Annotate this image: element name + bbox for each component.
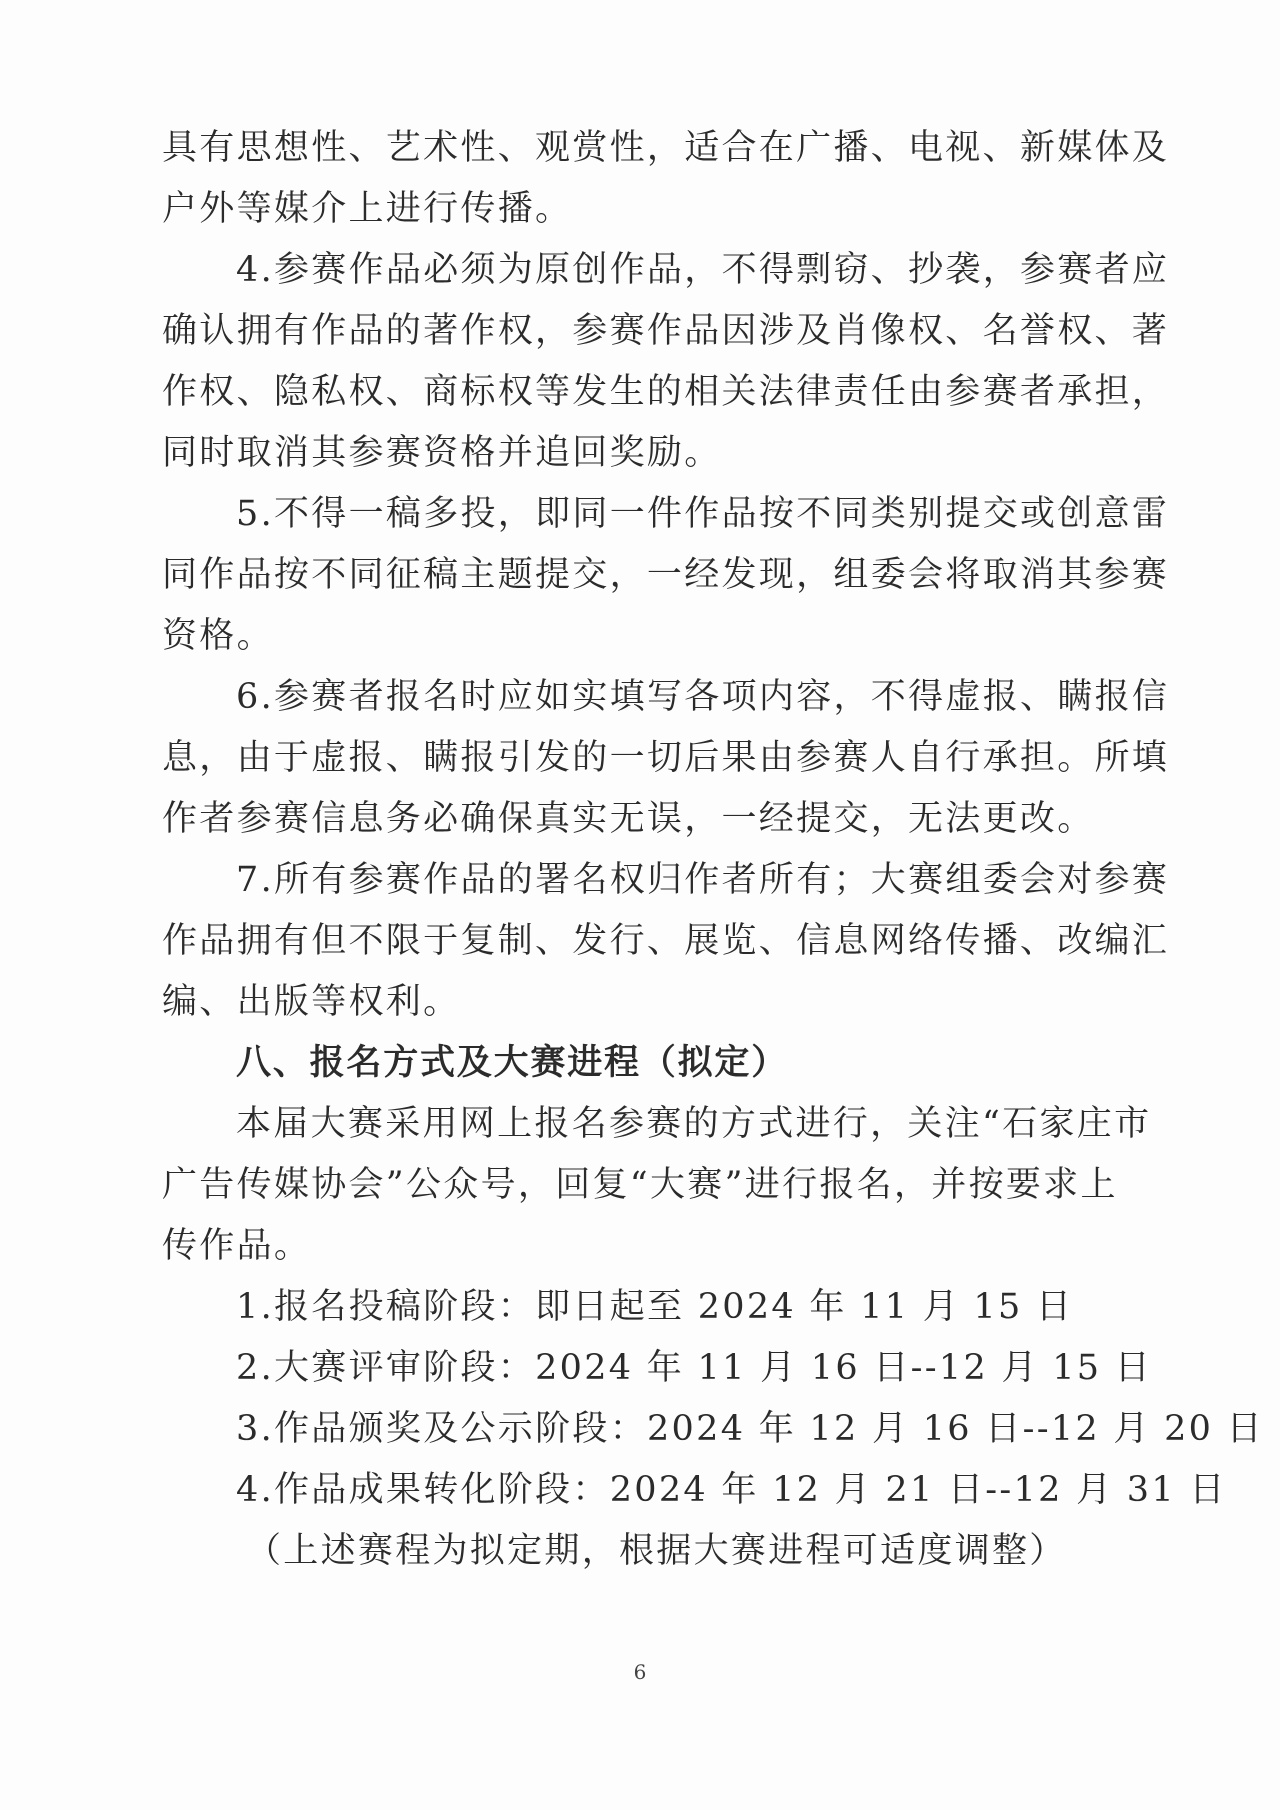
text-line: 确认拥有作品的著作权，参赛作品因涉及肖像权、名誉权、著 (162, 311, 1170, 351)
schedule-note: （上述赛程为拟定期，根据大赛进程可适度调整） (246, 1531, 1067, 1571)
text-line: 7.所有参赛作品的署名权归作者所有；大赛组委会对参赛 (236, 860, 1170, 900)
section-heading: 八、报名方式及大赛进程（拟定） (236, 1043, 789, 1083)
schedule-item: 1.报名投稿阶段：即日起至 2024 年 11 月 15 日 (236, 1287, 1074, 1327)
document-body (162, 118, 1264, 1582)
text-line: 6.参赛者报名时应如实填写各项内容，不得虚报、瞒报信 (236, 677, 1170, 717)
schedule-item: 4.作品成果转化阶段：2024 年 12 月 21 日--12 月 31 日 (236, 1470, 1227, 1510)
text-line: 编、出版等权利。 (162, 982, 461, 1022)
text-line: 作权、隐私权、商标权等发生的相关法律责任由参赛者承担， (162, 372, 1170, 412)
text-line: 同时取消其参赛资格并追回奖励。 (162, 433, 722, 473)
text-line: 资格。 (162, 616, 274, 656)
schedule-item: 2.大赛评审阶段：2024 年 11 月 16 日--12 月 15 日 (236, 1348, 1153, 1388)
text-line: 具有思想性、艺术性、观赏性，适合在广播、电视、新媒体及 (162, 128, 1170, 168)
text-line: 作者参赛信息务必确保真实无误，一经提交，无法更改。 (162, 799, 1095, 839)
text-line: 作品拥有但不限于复制、发行、展览、信息网络传播、改编汇 (162, 921, 1170, 961)
page-number: 6 (633, 1660, 647, 1684)
text-line: 5.不得一稿多投，即同一件作品按不同类别提交或创意雷 (236, 494, 1170, 534)
text-line: 同作品按不同征稿主题提交，一经发现，组委会将取消其参赛 (162, 555, 1170, 595)
text-line: 本届大赛采用网上报名参赛的方式进行，关注“石家庄市 (236, 1104, 1152, 1144)
text-line: 4.参赛作品必须为原创作品，不得剽窃、抄袭，参赛者应 (236, 250, 1170, 290)
text-line: 传作品。 (162, 1226, 312, 1266)
text-line: 息，由于虚报、瞒报引发的一切后果由参赛人自行承担。所填 (162, 738, 1170, 778)
text-line: 广告传媒协会”公众号，回复“大赛”进行报名，并按要求上 (162, 1165, 1118, 1205)
text-line: 户外等媒介上进行传播。 (162, 189, 573, 229)
schedule-item: 3.作品颁奖及公示阶段：2024 年 12 月 16 日--12 月 20 日 (236, 1409, 1264, 1449)
